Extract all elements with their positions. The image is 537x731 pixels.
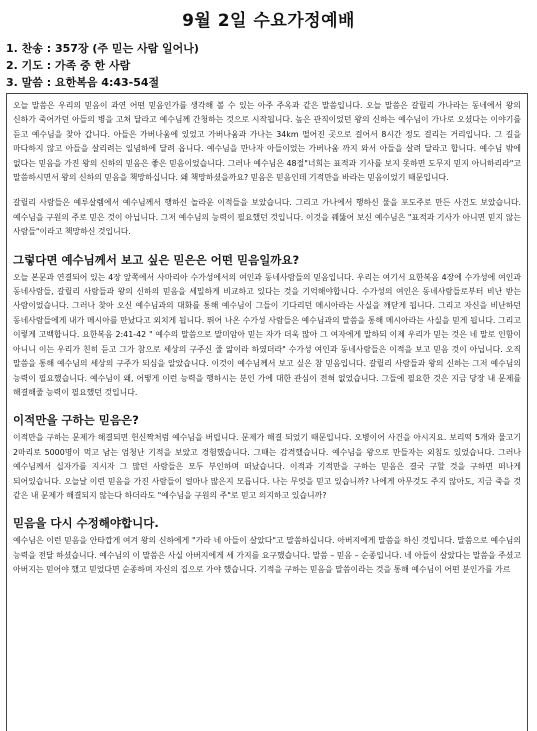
sermon-paragraph: 예수님은 이런 믿음을 안타깝게 여겨 왕의 신하에게 "가라 네 아들이 살았다"고 말씀하십니다. 아버지에게 말씀을 하신 것입니다. 말씀으로 예수님의 능력을 전달 하셨습니다. 예수님의 이 말씀은 사실 아버지에게 세 가지를 요구했습니다. 말씀 – 믿음 – 순종입니다. 네 아들이 살았다는 말씀을 주셨고 아버지는 믿어야 했고 믿었다면 순종하며 자신의 집으로 가야 했습니다. 기적을 구하는 믿음을 말씀이라는 것을 통해 예수님이 어떤 분인가를 가르	[13, 536, 521, 575]
section-heading: 이적만을 구하는 믿음은?	[13, 413, 139, 428]
sermon-box	[6, 93, 528, 731]
order-item-hymn: 1. 찬송 : 357장 (주 믿는 사람 일어나)	[6, 42, 199, 55]
section-heading: 그렇다면 예수님께서 보고 싶은 믿은은 어떤 믿음일까요?	[13, 252, 300, 267]
sermon-paragraph: 오늘 본문과 연결되어 있는 4장 앞쪽에서 사마리아 수가성에서의 여인과 동네사람들의 믿음입니다. 우리는 여기서 요한복음 4장에 수가성에 여인과 동네사람들, 갈릴리 사람들과 왕의 신하의 믿음을 세밀하게 비교하고 있다는 것을 기억해야합니다. 수가성의 여인은 동네사람들로부터 비난 받는 사람이었습니다. 그러나 찾아 오신 예수님과의 대화를 통해 예수님이 그들이 기다리던 메시아라는 사실을 깨닫게 됩니다. 그리고 자신을 비난하던 동네사람들에게 내가 메시아를 만났다고 외치게 됩니다. 뛰어 나온 수가성 사람들은 예수님과의 말씀을 통해 메시아라는 사실을 믿게 됩니다. 그리고 이렇게 고백합니다. 요한복음 2:41-42 " 예수의 말씀으로 말미암아 믿는 자가 더욱 많아 그 여자에게 말하되 이제 우리가 믿는 것은 네 말로 인함이 아니니 이는 우리가 친히 듣고 그가 참으로 세상의 구주신 줄 앎이라 하였더라" 수가성 여인과 동네사람들은 이적을 보고 믿음 것이 아닙니다. 오직 말씀을 통해 예수님의 세상의 구주가 되심을 알았습니다. 이것이 예수님께서 보고 싶은 참 믿음입니다. 갈릴리 사람들과 왕의 신하는 그저 예수님의 능력이 필요했습니다. 예수님이 왜, 어떻게 이런 능력을 행하시는 분인 가에 대한 관심이 전혀 없었습니다. 그들에 필요한 것은 지금 당장 내 문제를 해결해줄 능력이 필요했던 것입니다.	[13, 272, 521, 397]
page-title: 9월 2일 수요가정예배	[182, 11, 355, 31]
sermon-paragraph: 오늘 말씀은 우리의 믿음이 과연 어떤 믿음인가를 생각해 볼 수 있는 아주 주옥과 같은 말씀입니다. 오늘 말씀은 갈릴리 가나라는 동네에서 왕의 신하가 죽어가던 아들의 병을 고쳐 달라고 예수님께 간청하는 것으로 시작됩니다. 높은 관직이었던 왕의 신하는 예수님이 가나로 오셨다는 이야기를 듣고 예수님을 찾아 갑니다. 아들은 가버나움에 있었고 가버나움과 가나는 34km 떨어진 곳으로 걸어서 8시간 정도 걸리는 거리입니다. 그 길을 마다하지 않고 아들을 살리려는 일념하에 달려 옵니다. 예수님을 만나자 아들이었는 가버나움 까지 와서 아들을 살려 달라고 합니다. 예수님 밖에 없다는 믿음을 가진 왕의 신하의 믿음은 좋은 믿음이었습니다. 그러나 예수님은 48절"너희는 표적과 기사를 보지 못하면 도무지 믿지 아니하리라"고 말씀하시면서 왕의 신하의 믿음을 책망하십니다. 왜 책망하셨을까요? 믿음은 믿음인데 기적만을 바라는 믿음이었기 때문입니다.	[13, 101, 521, 183]
paragraph-gap	[13, 185, 521, 196]
worship-order	[6, 40, 526, 91]
section-heading: 믿음을 다시 수정해야합니다.	[13, 516, 159, 531]
sermon-paragraph: 갈릴리 사람들은 예루살렘에서 예수님께서 행하신 놀라운 이적들을 보았습니다. 그리고 가나에서 행하신 물을 포도주로 만든 사건도 보았습니다. 예수님을 구원의 주로 믿은 것이 아닙니다. 그저 예수님의 능력이 필요했던 것입니다. 이것을 꿰뚫어 보신 예수님은 "표적과 기사가 아니면 믿지 않는 사람들"이라고 책망하신 것입니다.	[13, 198, 521, 237]
order-item-scripture: 3. 말씀 : 요한복음 4:43-54절	[6, 76, 160, 89]
sermon-paragraph: 이적만을 구하는 문제가 해결되면 헌신짝처럼 예수님을 버립니다. 문제가 해결 되었기 때문입니다. 오병이어 사건을 아시지요. 보리떡 5개와 물고기 2마리로 5000명이 먹고 남는 엄청난 기적을 보았고 경험했습니다. 그때는 감격했습니다. 예수님을 왕으로 만들자는 외침도 있었습니다. 그러나 예수님께서 십자가를 지시자 그 많던 사람들은 모두 부인하며 떠났습니다. 이적과 기적만을 구하는 믿음은 결국 구할 것을 구하면 떠나게 되어있습니다. 오늘날 이런 믿음을 가진 사람들이 얼마나 많은지 모릅니다. 나는 무엇을 믿고 있습니까? 나에게 아무것도 주지 않아도, 지금 죽을 것 같은 내 문제가 해결되지 않는다 하더라도 "예수님을 구원의 주"로 믿고 의지하고 있습니까?	[13, 433, 521, 500]
order-item-prayer: 2. 기도 : 가족 중 한 사람	[6, 59, 131, 72]
